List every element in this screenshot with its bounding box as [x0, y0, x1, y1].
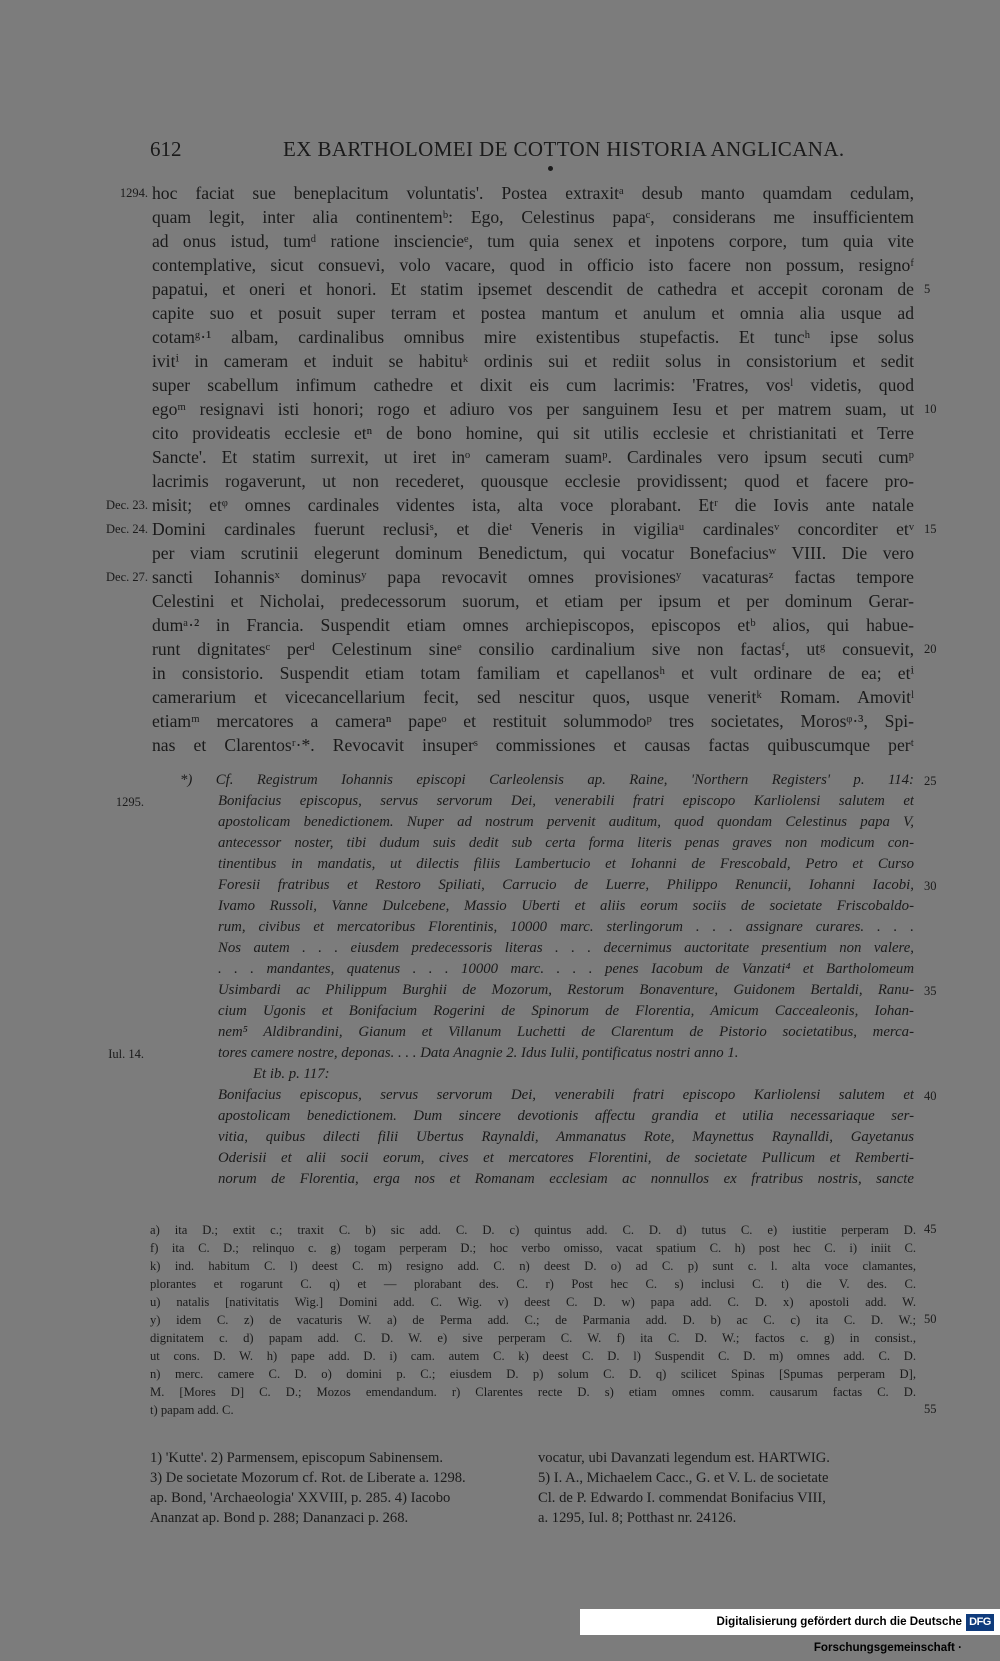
- margin-date: Dec. 23.: [106, 498, 148, 512]
- text-line: ivitⁱ in cameram et induit se habituᵏ ordinis sui et rediit solus in consistorium et sedit: [152, 351, 914, 371]
- apparatus-line: ut cons. D. W. h) pape add. D. i) cam. autem C. k) deest C. D. l) Suspendit C. D. m) omnes add. C. D.: [150, 1349, 916, 1363]
- note-line: Ivamo Russoli, Vanne Dulcebene, Massio Uberti et aliis eorum sociis de societate Friscobaldo-: [218, 898, 914, 914]
- text-line: Celestini et Nicholai, predecessorum suorum, et etiam per ipsum et per dominum Gerar-: [152, 591, 914, 611]
- apparatus-line: t) papam add. C.: [150, 1403, 234, 1417]
- text-line: hoc faciat sue beneplacitum voluntatis'. Postea extraxitᵃ desub manto quamdam cedulam,: [152, 183, 914, 203]
- note-line: . . . mandantes, quatenus . . . 10000 marc. . . . penes Iacobum de Vanzati⁴ et Bartholomeum: [218, 961, 914, 977]
- apparatus-line: k) ind. habitum C. l) deest C. m) resigno add. C. n) deest D. o) ad C. p) sunt c. l. alta voce clamantes,: [150, 1259, 916, 1273]
- text-line: sancti Iohannisˣ dominusʸ papa revocavit omnes provisionesʸ vacaturasᶻ factas tempore: [152, 567, 914, 587]
- text-line: misit; etᵠ omnes cardinales videntes ista, alta voce plorabant. Etʳ die Iovis ante natale: [152, 495, 914, 515]
- note-line: Bonifacius episcopus, servus servorum Dei, venerabili fratri episcopo Karliolensi salutem et: [218, 1087, 914, 1103]
- text-line: super scabellum infimum cathedre et dixit eis cum lacrimis: 'Fratres, vosˡ videtis, quod: [152, 375, 914, 395]
- text-line: runt dignitatesᶜ perᵈ Celestinum sineᵉ consilio cardinalium sive non factasᶠ, utᵍ consuevit,: [152, 639, 914, 659]
- text-line: quam legit, inter alia continentemᵇ: Ego, Celestinus papaᶜ, considerans me insufficientem: [152, 207, 914, 227]
- note-line: antecessor noster, tibi dudum suis dedit sub certa forma literis penas graves non modicum con-: [218, 835, 914, 851]
- apparatus-line: plorantes et rogarunt C. q) et — plorabant des. C. r) Post hec C. s) inclusi C. t) die V. des. C.: [150, 1277, 916, 1291]
- footnote-line: 3) De societate Mozorum cf. Rot. de Liberate a. 1298.: [150, 1470, 466, 1486]
- text-line: Domini cardinales fuerunt reclusiˢ, et dieᵗ Veneris in vigiliaᵘ cardinalesᵛ concorditer etᵛ: [152, 519, 914, 539]
- footnote-line: 5) I. A., Michaelem Cacc., G. et V. L. de societate: [538, 1470, 829, 1486]
- note-line: tores camere nostre, deponas. . . . Data Anagnie 2. Idus Iulii, pontificatus nostri anno 1.: [218, 1045, 739, 1061]
- footnote-line: ap. Bond, 'Archaeologia' XXVIII, p. 285. 4) Iacobo: [150, 1490, 451, 1506]
- footnote-line: 1) 'Kutte'. 2) Parmensem, episcopum Sabinensem.: [150, 1450, 444, 1466]
- note-line: Bonifacius episcopus, servus servorum Dei, venerabili fratri episcopo Karliolensi salutem et: [218, 793, 914, 809]
- note-line: rum, civibus et mercatoribus Florentinis, 10000 marc. sterlingorum . . . assignare curares. . . .: [218, 919, 914, 935]
- margin-date: 1294.: [119, 186, 148, 200]
- page-number: 612: [150, 137, 182, 161]
- text-line: capite suo et posuit super terram et postea mantum et anulum et omnia alia usque ad: [152, 303, 914, 323]
- text-line: nas et Clarentosʳ·*. Revocavit insuperˢ commissiones et causas factas quibuscumque perᵗ: [152, 735, 914, 755]
- footnote-line: Cl. de P. Edwardo I. commendat Bonifacius VIII,: [538, 1490, 826, 1506]
- text-line: lacrimis rogaverunt, ut non recederet, quousque ecclesie providissent; quod et facere pro-: [152, 471, 914, 491]
- text-line: contemplative, sicut consuevi, volo vacare, quod in officio isto facere non possum, resignoᶠ: [152, 255, 914, 275]
- page-header: [0, 137, 1000, 169]
- line-number: 50: [924, 1312, 937, 1326]
- note-line: nem⁵ Aldibrandini, Gianum et Villanum Luchetti de Clarentum de Pistorio societatibus, merca-: [218, 1024, 914, 1040]
- note-line: Oderisii et alii socii eorum, cives et mercatores Florentini, de societate Pullicum et Remberti-: [218, 1150, 914, 1166]
- note-line: Et ib. p. 117:: [253, 1066, 330, 1082]
- line-number: 30: [924, 879, 937, 893]
- running-title: EX BARTHOLOMEI DE COTTON HISTORIA ANGLICANA.: [283, 137, 845, 161]
- text-line: ad onus istud, tumᵈ ratione insciencieᵉ, tum quia senex et inpotens corpore, tum quia vite: [152, 231, 914, 251]
- note-line: Nos autem . . . eiusdem predecessoris literas . . . decernimus auctoritate presentium non valere,: [218, 940, 914, 956]
- note-line: tinentibus in mandatis, ut dilectis filiis Lambertucio et Iohanni de Frescobald, Petro et Curso: [218, 856, 914, 872]
- footnote-line: a. 1295, Iul. 8; Potthast nr. 24126.: [538, 1510, 737, 1526]
- footnote-line: vocatur, ubi Davanzati legendum est. HARTWIG.: [538, 1450, 830, 1466]
- apparatus-line: y) idem C. z) de vacaturis W. a) de Perma add. C.; de Parmania add. D. b) ac C. c) ita C. D. W.;: [150, 1313, 916, 1327]
- line-number: 45: [924, 1222, 937, 1236]
- text-line: dumᵃ·² in Francia. Suspendit etiam omnes archiepiscopos, episcopos etᵇ alios, qui habue-: [152, 615, 914, 635]
- text-line: Sancte'. Et statim surrexit, ut iret inᵒ cameram suamᵖ. Cardinales vero ipsum secuti cumᵖ: [152, 447, 914, 467]
- note-line: apostolicam benedictionem. Dum sincere devotionis affectu grandia et utilia necessariaque ser-: [218, 1108, 914, 1124]
- apparatus-line: dignitatem c. d) papam add. C. D. W. e) sive perperam C. W. f) ita C. D. W.; factos c. g) in consist.,: [150, 1331, 916, 1345]
- note-line: cium Ugonis et Bonifacium Rogerini de Spinorum de Florentia, Amicum Caccealeonis, Iohan-: [218, 1003, 914, 1019]
- note-line: *) Cf. Registrum Iohannis episcopi Carleolensis ap. Raine, 'Northern Registers' p. 114:: [180, 772, 914, 788]
- text-line: cotamᵍ·¹ albam, cardinalibus omnibus mire existentibus stupefactis. Et tuncʰ ipse solus: [152, 327, 914, 347]
- apparatus-line: M. [Mores D] C. D.; Mozos emendandum. r) Clarentes recte D. s) etiam omnes comm. causarum factas C. D.: [150, 1385, 916, 1399]
- text-line: egoᵐ resignavi isti honori; rogo et adiuro vos per sanguinem Iesu et per matrem suam, ut: [152, 399, 914, 419]
- line-number: 40: [924, 1089, 937, 1103]
- digitization-footer: [580, 1609, 1000, 1654]
- note-line: norum de Florentia, erga nos et Romanam ecclesiam ac nonnullos ex fratribus nostris, sancte: [218, 1171, 914, 1187]
- line-number: 15: [924, 522, 937, 536]
- footnote-line: Ananzat ap. Bond p. 288; Dananzaci p. 268.: [150, 1510, 409, 1526]
- margin-date: Iul. 14.: [108, 1047, 144, 1061]
- apparatus-line: f) ita C. D.; relinquo c. g) togam perperam D.; hoc verbo omisso, vacat spatium C. h) post hec C. i) iniit C.: [150, 1241, 916, 1255]
- note-line: Usimbardi ac Philippum Burghii de Mozorum, Restorum Bonaventure, Guidonem Bertaldi, Ranu-: [218, 982, 914, 998]
- line-number: 35: [924, 984, 937, 998]
- note-line: apostolicam benedictionem. Nuper ad nostrum pervenit auditum, quod quondam Celestinus papa V,: [218, 814, 914, 830]
- footer-text: Digitalisierung gefördert durch die Deutsche Forschungsgemeinschaft ·: [716, 1615, 962, 1654]
- line-number: 55: [924, 1402, 937, 1416]
- text-line: etiamᵐ mercatores a cameraⁿ papeᵒ et restituit solummodoᵖ tres societates, Morosᵠ·³, Spi-: [152, 711, 914, 731]
- header-dot: [548, 166, 553, 171]
- line-number: 20: [924, 642, 937, 656]
- text-line: camerarium et vicecancellarium fecit, sed nescitur quos, usque veneritᵏ Romam. Amovitˡ: [152, 687, 914, 707]
- margin-date: Dec. 24.: [106, 522, 148, 536]
- text-line: cito provideatis ecclesie etⁿ de bono homine, qui sit utilis ecclesie et christianitati et Terre: [152, 423, 914, 443]
- text-line: papatui, et oneri et honori. Et statim ipsemet descendit de cathedra et accepit coronam de: [152, 279, 914, 299]
- line-number: 25: [924, 774, 937, 788]
- note-line: vitia, quibus dilecti filii Ubertus Raynaldi, Ammanatus Rote, Maynettus Raynalldi, Gayetanus: [218, 1129, 914, 1145]
- dfg-logo-icon: DFG: [966, 1614, 994, 1631]
- apparatus-line: u) natalis [nativitatis Wig.] Domini add. C. Wig. v) deest C. D. w) papa add. C. D. x) apostoli add. W.: [150, 1295, 916, 1309]
- apparatus-line: a) ita D.; extit c.; traxit C. b) sic add. C. D. c) quintus add. C. D. d) tutus C. e) iustitie perperam D.: [150, 1223, 916, 1237]
- line-number: 5: [924, 282, 931, 296]
- apparatus-line: n) merc. camere C. D. o) domini p. C.; eiusdem D. p) solum C. D. q) scilicet Spinas [Spumas perperam D],: [150, 1367, 916, 1381]
- text-line: per viam scrutinii elegerunt dominum Benedictum, qui vocatur Bonefaciusʷ VIII. Die vero: [152, 543, 914, 563]
- margin-date: 1295.: [115, 795, 144, 809]
- note-line: Foresii fratribus et Restoro Spiliati, Carrucio de Luerre, Philippo Renuncii, Iohanni Iacobi,: [218, 877, 914, 893]
- text-line: in consistorio. Suspendit etiam totam familiam et capellanosʰ et vult ordinare de ea; etⁱ: [152, 663, 914, 683]
- line-number: 10: [924, 402, 937, 416]
- margin-date: Dec. 27.: [106, 570, 148, 584]
